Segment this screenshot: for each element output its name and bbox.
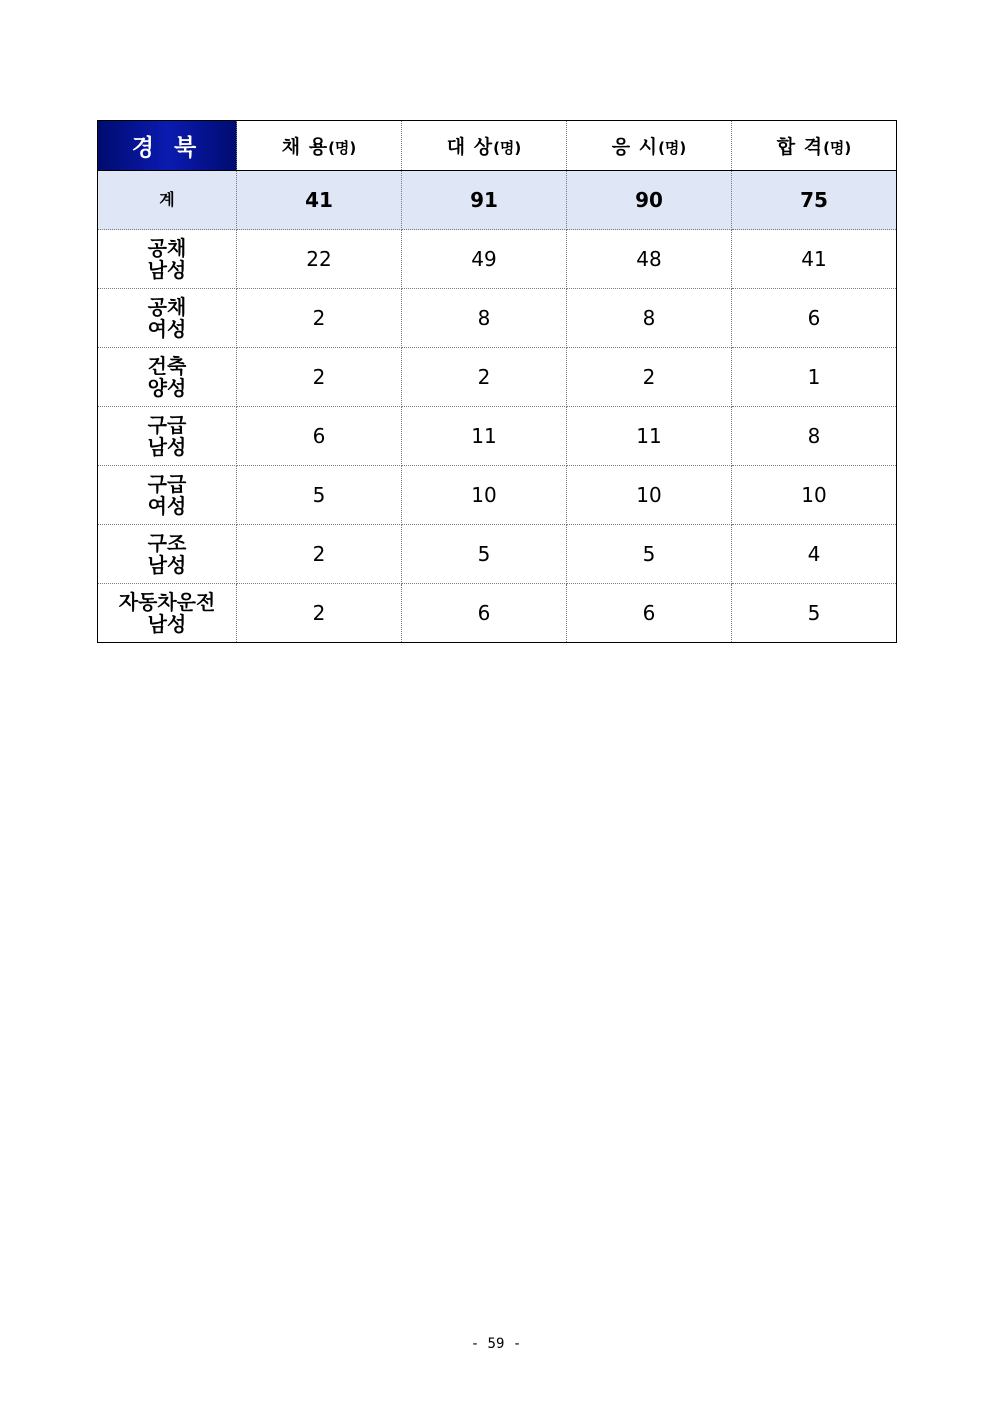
header-target <box>402 121 567 171</box>
row-label <box>98 289 237 348</box>
total-label: 계 <box>98 171 237 230</box>
table-cell: 2 <box>237 348 402 407</box>
table-cell: 41 <box>732 230 897 289</box>
table-cell: 5 <box>237 466 402 525</box>
table-cell: 2 <box>237 584 402 643</box>
total-cell: 75 <box>732 171 897 230</box>
row-label <box>98 525 237 584</box>
header-passed-unit: (명) <box>823 139 852 157</box>
header-hired <box>237 121 402 171</box>
header-hired-unit: (명) <box>328 139 357 157</box>
table-cell: 8 <box>567 289 732 348</box>
total-cell: 41 <box>237 171 402 230</box>
table-row <box>98 584 897 643</box>
table-cell: 2 <box>567 348 732 407</box>
table-cell: 6 <box>732 289 897 348</box>
recruitment-stats-table <box>97 120 897 643</box>
row-label-line: 구급 <box>147 472 187 496</box>
row-label-line: 구급 <box>147 413 187 437</box>
table-cell: 8 <box>402 289 567 348</box>
row-label-line: 여성 <box>147 317 187 341</box>
table-cell: 1 <box>732 348 897 407</box>
table-cell: 11 <box>567 407 732 466</box>
total-cell: 90 <box>567 171 732 230</box>
table-cell: 10 <box>567 466 732 525</box>
row-label-line: 구조 <box>147 531 187 555</box>
row-label-line: 여성 <box>147 494 187 518</box>
header-applied-label: 응 시 <box>611 136 659 158</box>
table-cell: 5 <box>732 584 897 643</box>
row-label-line: 남성 <box>147 612 187 636</box>
page-number: - 59 - <box>470 1336 522 1352</box>
row-label-line: 남성 <box>147 553 187 577</box>
table-header-row <box>98 121 897 171</box>
table-cell: 10 <box>732 466 897 525</box>
header-hired-label: 채 용 <box>281 136 329 158</box>
table-cell: 5 <box>567 525 732 584</box>
table-cell: 11 <box>402 407 567 466</box>
header-applied <box>567 121 732 171</box>
region-header: 경 북 <box>98 121 237 171</box>
header-passed <box>732 121 897 171</box>
table-row <box>98 525 897 584</box>
total-row <box>98 171 897 230</box>
row-label <box>98 584 237 643</box>
table-cell: 10 <box>402 466 567 525</box>
table-row <box>98 466 897 525</box>
row-label <box>98 348 237 407</box>
table-row <box>98 230 897 289</box>
row-label-line: 공채 <box>147 236 187 260</box>
table-row <box>98 348 897 407</box>
table-cell: 22 <box>237 230 402 289</box>
table-cell: 2 <box>237 525 402 584</box>
header-target-label: 대 상 <box>446 136 494 158</box>
table-cell: 6 <box>237 407 402 466</box>
row-label <box>98 466 237 525</box>
table-cell: 6 <box>402 584 567 643</box>
table-cell: 2 <box>237 289 402 348</box>
row-label-line: 남성 <box>147 258 187 282</box>
header-target-unit: (명) <box>493 139 522 157</box>
table-cell: 2 <box>402 348 567 407</box>
table-cell: 5 <box>402 525 567 584</box>
table-cell: 49 <box>402 230 567 289</box>
table-cell: 48 <box>567 230 732 289</box>
row-label-line: 건축 <box>147 354 187 378</box>
header-passed-label: 합 격 <box>776 136 824 158</box>
row-label-line: 양성 <box>147 376 187 400</box>
table-cell: 8 <box>732 407 897 466</box>
table-cell: 4 <box>732 525 897 584</box>
total-cell: 91 <box>402 171 567 230</box>
row-label-line: 자동차운전 <box>118 590 216 614</box>
row-label <box>98 407 237 466</box>
header-applied-unit: (명) <box>658 139 687 157</box>
table-row <box>98 407 897 466</box>
row-label <box>98 230 237 289</box>
row-label-line: 공채 <box>147 295 187 319</box>
table-row <box>98 289 897 348</box>
table-cell: 6 <box>567 584 732 643</box>
row-label-line: 남성 <box>147 435 187 459</box>
